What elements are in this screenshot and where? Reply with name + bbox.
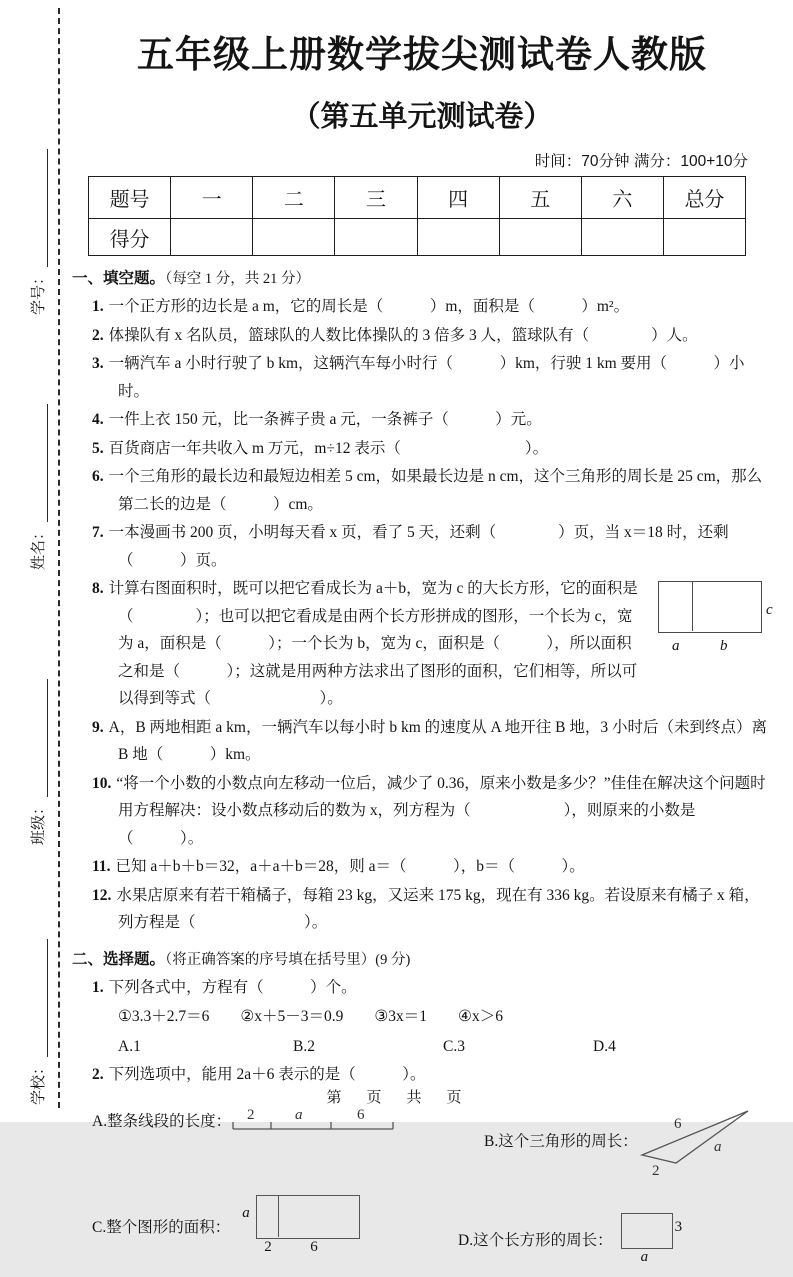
class-field <box>24 625 48 845</box>
question-number: 8. <box>92 580 104 597</box>
exam-subtitle: （第五单元测试卷） <box>291 101 553 133</box>
score-header-cell: 五 <box>499 177 581 219</box>
score-cell <box>171 219 253 256</box>
choice-question-2-row-cd <box>92 1193 772 1277</box>
score-header-cell: 总分 <box>663 177 745 219</box>
segment-label-6: 6 <box>357 1106 365 1123</box>
option-c: C.3 <box>443 1037 465 1055</box>
question-text: 一本漫画书 200 页，小明每天看 x 页，看了 5 天，还剩（ ）页，当 x＝18 时，还剩（ ）页。 <box>108 524 729 569</box>
question-number: 3. <box>92 355 104 372</box>
figure-label-6: 6 <box>310 1238 318 1255</box>
option-b: B.2 <box>293 1037 315 1055</box>
figure-label-a: a <box>640 1248 649 1265</box>
option-d-perimeter-figure <box>458 1209 699 1269</box>
rect-area-figure <box>230 1193 366 1259</box>
section-1-heading <box>72 267 772 291</box>
choice-question-2 <box>92 1061 772 1089</box>
figure-label-c: c <box>766 602 773 618</box>
question-number: 6. <box>92 468 104 485</box>
question-item-4 <box>92 406 772 434</box>
student-name-blank-line <box>30 404 48 522</box>
question-text: 下列选项中，能用 2a＋6 表示的是（ ）。 <box>108 1066 426 1083</box>
question-item-11 <box>92 853 772 881</box>
rect-perimeter-figure <box>613 1209 699 1269</box>
segment-label-a: a <box>295 1106 303 1123</box>
question-text: “将一个小数的小数点向左移动一位后，减少了 0.36，原来小数是多少？”佳佳在解决这个问题时用方程解决：设小数点移动后的数为 x，列方程为（ ），则原来的小数是（ ）。 <box>116 774 766 847</box>
school-blank-line <box>30 939 48 1057</box>
figure-outer-rect <box>658 581 762 633</box>
question-text: 体操队有 x 名队员，篮球队的人数比体操队的 3 倍多 3 人，篮球队有（ ）人。 <box>108 326 698 344</box>
figure-outer-rect <box>256 1195 360 1239</box>
question-item-5 <box>92 435 772 463</box>
figure-label-b: b <box>720 638 728 654</box>
question-item-8 <box>92 575 772 713</box>
question-number: 4. <box>92 411 104 428</box>
school-field <box>24 885 48 1105</box>
triangle-label-2: 2 <box>651 1162 660 1179</box>
page-title: 五年级上册数学拔尖测试卷人教版 <box>137 34 707 75</box>
student-id-blank-line <box>30 149 48 267</box>
score-header-cell: 二 <box>253 177 335 219</box>
score-cell <box>417 219 499 256</box>
score-header-cell: 四 <box>417 177 499 219</box>
question-number: 2. <box>92 1066 104 1083</box>
figure-label-a: a <box>672 638 680 654</box>
question-number: 9. <box>92 718 104 736</box>
figure-label-a: a <box>242 1204 250 1221</box>
score-header-cell: 六 <box>581 177 663 219</box>
line-segment-figure <box>231 1103 396 1137</box>
area-rectangle-figure <box>652 577 782 657</box>
question-number: 10. <box>92 774 112 792</box>
question-item-7 <box>92 519 772 574</box>
question-item-3 <box>92 350 772 405</box>
score-row-label: 得分 <box>89 219 171 256</box>
section-1-title: 一、填空题。 <box>72 270 166 287</box>
question-number: 12. <box>92 886 112 904</box>
option-b-label: B.这个三角形的周长： <box>484 1132 638 1150</box>
option-b-triangle <box>484 1103 756 1177</box>
triangle-label-6: 6 <box>673 1115 682 1132</box>
question-item-1 <box>92 293 772 321</box>
question-number: 1. <box>92 298 104 315</box>
choice-question-1-options <box>118 1033 772 1061</box>
score-cell <box>499 219 581 256</box>
question-number: 11. <box>92 858 111 875</box>
segment-label-2: 2 <box>247 1106 255 1123</box>
student-name-label: 姓名： <box>31 524 47 570</box>
question-text: 一个正方形的边长是 a m，它的周长是（ ）m，面积是（ ）m²。 <box>108 298 630 315</box>
question-number: 2. <box>92 326 104 344</box>
cut-dashed-line <box>58 8 60 1108</box>
question-text: 百货商店一年共收入 m 万元，m÷12 表示（ ）。 <box>108 439 549 457</box>
student-name-field <box>24 350 48 570</box>
question-item-10 <box>92 770 772 853</box>
question-text: 下列各式中，方程有（ ）个。 <box>108 978 357 996</box>
option-a-label: A.整条线段的长度： <box>92 1112 232 1130</box>
student-id-field <box>24 95 48 315</box>
question-item-12 <box>92 882 772 937</box>
question-item-9 <box>92 714 772 769</box>
student-id-label: 学号： <box>31 269 47 315</box>
choice-question-2-row-ab <box>92 1103 772 1181</box>
question-number: 1. <box>92 978 104 996</box>
question-text: A，B 两地相距 a km，一辆汽车以每小时 b km 的速度从 A 地开往 B 地，3 小时后（未到终点）离 B 地（ ）km。 <box>108 718 767 763</box>
class-label: 班级： <box>31 799 47 845</box>
section-2-note: （将正确答案的序号填在括号里）(9 分) <box>165 951 411 968</box>
triangle-figure <box>638 1103 756 1177</box>
question-text: 已知 a＋b＋b＝32，a＋a＋b＝28，则 a＝（ ），b＝（ ）。 <box>115 858 585 875</box>
question-text: 水果店原来有若干箱橘子，每箱 23 kg，又运来 175 kg，现在有 336 kg。若设原来有橘子 x 箱，列方程是（ ）。 <box>116 886 760 931</box>
question-item-2 <box>92 322 772 350</box>
question-text: 计算右图面积时，既可以把它看成长为 a＋b，宽为 c 的大长方形，它的面积是（ ）；也可以把它看成是由两个长方形拼成的图形，一个长为 c，宽为 a，面积是（ ）；一个长为 b，宽为 c，面积是（ ），所以面积之和是（ ）；这就是用两种方法求出了图形的面积，它们相等，所以可以得到等式（ ）。 <box>108 580 638 707</box>
figure-rect <box>621 1213 673 1249</box>
question-text: 一个三角形的最长边和最短边相差 5 cm，如果最长边是 n cm，这个三角形的周长是 25 cm，那么第二长的边是（ ）cm。 <box>108 468 763 513</box>
option-d-label: D.这个长方形的周长： <box>458 1231 613 1249</box>
figure-label-2: 2 <box>264 1238 272 1255</box>
exam-meta: 时间：70分钟 满分：100+10分 <box>534 153 748 170</box>
figure-divider-line <box>278 1195 279 1237</box>
option-d: D.4 <box>593 1037 616 1055</box>
section-2-title: 二、选择题。 <box>72 950 166 968</box>
score-header-cell: 三 <box>335 177 417 219</box>
score-cell <box>335 219 417 256</box>
score-header-cell: 题号 <box>89 177 171 219</box>
question-text: 一件上衣 150 元，比一条裤子贵 a 元，一条裤子（ ）元。 <box>108 411 542 428</box>
question-text: 一辆汽车 a 小时行驶了 b km，这辆汽车每小时行（ ）km，行驶 1 km 要用（ ）小时。 <box>108 355 745 400</box>
score-header-cell: 一 <box>171 177 253 219</box>
question-number: 5. <box>92 439 104 457</box>
triangle-label-a: a <box>713 1138 722 1155</box>
choice-question-1 <box>92 974 772 1002</box>
option-a: A.1 <box>118 1037 141 1055</box>
figure-label-3: 3 <box>674 1218 683 1235</box>
section-2-heading <box>72 948 772 972</box>
page-footer: 第 页 共 页 <box>326 1090 467 1106</box>
option-c-label: C.整个图形的面积： <box>92 1218 231 1236</box>
question-number: 7. <box>92 524 104 541</box>
class-blank-line <box>30 679 48 797</box>
section-1-note: （每空 1 分，共 21 分） <box>165 271 311 287</box>
figure-divider-line <box>692 581 693 631</box>
score-table <box>88 176 746 256</box>
score-cell <box>253 219 335 256</box>
score-cell <box>663 219 745 256</box>
choice-question-1-expressions: ①3.3＋2.7＝6 ②x＋5－3＝0.9 ③3x＝1 ④x＞6 <box>118 1008 503 1025</box>
score-cell <box>581 219 663 256</box>
school-label: 学校： <box>31 1059 47 1105</box>
question-item-6 <box>92 463 772 518</box>
